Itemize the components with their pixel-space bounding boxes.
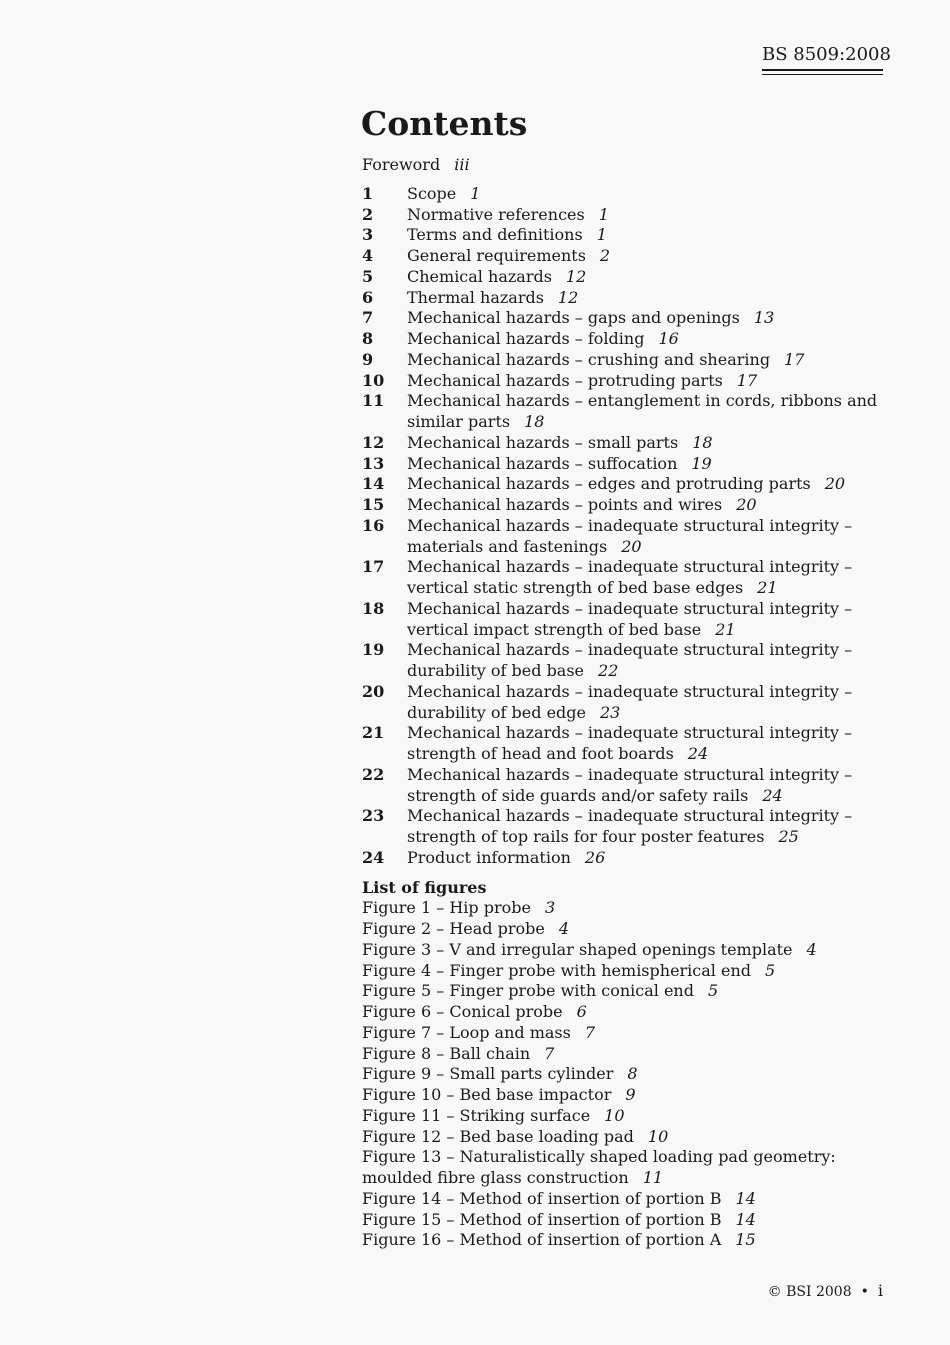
figure-entry[interactable] [362,981,886,1002]
clause-number: 17 [362,557,385,577]
clause-text [407,474,886,495]
clause-entry[interactable] [362,308,886,329]
clause-page: 26 [584,847,606,867]
figure-title: Figure 13 – Naturalistically shaped loading pad geometry: moulded fibre glass construction [362,1147,836,1187]
clause-number: 22 [362,764,385,784]
figure-entry[interactable] [362,1210,886,1231]
clause-text [407,205,886,226]
clause-page: 25 [778,827,799,846]
clause-page: 21 [715,619,736,639]
figure-page: 5 [707,981,719,1001]
clause-page: 1 [598,204,609,224]
figure-title: Figure 7 – Loop and mass [362,1022,571,1042]
clause-page: 20 [736,495,757,514]
clause-title: Mechanical hazards – inadequate structural integrity – materials and fastenings [407,515,853,556]
clause-text [407,723,886,765]
clause-number: 8 [362,329,374,348]
clause-title: Mechanical hazards – inadequate structural integrity – strength of top rails for four poster features [407,806,853,846]
figure-title: Figure 15 – Method of insertion of portion B [362,1209,722,1229]
clause-text [407,288,886,309]
figure-title: Figure 12 – Bed base loading pad [362,1126,634,1146]
figure-title: Figure 16 – Method of insertion of portion A [362,1230,722,1250]
clause-list [362,184,886,869]
clause-page: 16 [658,329,679,348]
contents-list [362,155,886,1251]
clause-page: 12 [557,287,579,307]
foreword-entry[interactable] [362,155,886,176]
figure-page: 10 [647,1126,669,1146]
clause-title: Chemical hazards [407,266,552,286]
clause-title: Mechanical hazards – inadequate structural integrity – durability of bed base [407,640,853,680]
clause-title: Normative references [407,204,585,224]
figure-title: Figure 8 – Ball chain [362,1043,531,1063]
figure-page: 5 [765,960,776,980]
clause-entry[interactable] [362,246,886,267]
figure-title: Figure 9 – Small parts cylinder [362,1064,614,1084]
clause-page: 17 [736,370,758,390]
clause-text [407,433,886,454]
clause-number: 19 [362,640,385,660]
figure-entry[interactable] [362,898,886,919]
figure-entry[interactable] [362,1147,886,1189]
clause-text [407,516,886,558]
figure-page: 11 [642,1168,664,1187]
figure-page: 3 [544,898,556,918]
figure-title: Figure 4 – Finger probe with hemispherical end [362,960,752,980]
figure-entry[interactable] [362,961,886,982]
clause-title: Mechanical hazards – inadequate structural integrity – durability of bed edge [407,681,853,722]
figure-page: 6 [576,1002,587,1021]
clause-text [407,640,886,682]
clause-text [407,557,886,599]
clause-number: 9 [362,349,374,369]
clause-entry[interactable] [362,765,886,807]
clause-page: 13 [753,308,775,328]
clause-entry[interactable] [362,454,886,475]
clause-entry[interactable] [362,329,886,350]
clause-text [407,682,886,724]
clause-text [407,329,886,350]
clause-title: Product information [407,847,571,867]
clause-title: Mechanical hazards – small parts [407,432,679,452]
figure-entry[interactable] [362,1023,886,1044]
clause-entry[interactable] [362,391,886,433]
clause-page: 2 [599,246,611,265]
clause-title: Mechanical hazards – inadequate structural integrity – vertical impact strength of bed base [407,598,853,639]
clause-number: 14 [362,474,385,494]
clause-entry[interactable] [362,433,886,454]
clause-entry[interactable] [362,516,886,558]
clause-number: 15 [362,495,385,514]
standard-number: BS 8509:2008 [762,44,891,65]
clause-text [407,765,886,807]
clause-number: 2 [362,204,374,224]
figure-page: 8 [627,1064,638,1084]
clause-number: 24 [362,847,385,867]
clause-entry[interactable] [362,288,886,309]
figure-title: Figure 11 – Striking surface [362,1105,591,1125]
clause-page: 20 [621,536,642,556]
clause-text [407,371,886,392]
clause-entry[interactable] [362,557,886,599]
page-number: i [877,1281,883,1300]
clause-title: Mechanical hazards – crushing and shearing [407,349,771,369]
figure-entry[interactable] [362,1127,886,1148]
clause-text [407,225,886,246]
clause-number: 21 [362,723,385,743]
figure-title: Figure 5 – Finger probe with conical end [362,981,694,1001]
figure-entry[interactable] [362,1044,886,1065]
figure-page: 7 [544,1043,555,1063]
clause-text [407,454,886,475]
figure-entry[interactable] [362,1064,886,1085]
clause-entry[interactable] [362,682,886,724]
clause-text [407,391,886,433]
footer-bullet: • [860,1284,869,1300]
figure-entry[interactable] [362,1002,886,1023]
figure-entry[interactable] [362,940,886,961]
clause-number: 12 [362,432,385,452]
clause-title: Scope [407,183,457,203]
clause-page: 24 [687,744,709,763]
clause-number: 18 [362,598,385,618]
clause-title: Mechanical hazards – entanglement in cords, ribbons and similar parts [407,391,878,431]
clause-entry[interactable] [362,474,886,495]
figure-entry[interactable] [362,1085,886,1106]
figure-page: 4 [558,919,570,938]
figure-title: Figure 2 – Head probe [362,919,545,938]
figure-title: Figure 14 – Method of insertion of portion B [362,1188,722,1208]
clause-entry[interactable] [362,495,886,516]
clause-entry[interactable] [362,371,886,392]
clause-text [407,246,886,267]
clause-number: 7 [362,308,374,328]
clause-title: Thermal hazards [407,287,544,307]
figure-page: 14 [735,1188,756,1208]
clause-number: 3 [362,225,374,245]
clause-page: 23 [599,702,621,722]
figure-page: 4 [806,939,817,959]
page-title: Contents [361,104,528,143]
clause-page: 18 [692,432,713,452]
clause-text [407,848,886,869]
header-rule-thin [762,74,883,75]
clause-text [407,599,886,641]
clause-number: 16 [362,515,385,535]
clause-entry[interactable] [362,806,886,848]
clause-entry[interactable] [362,723,886,765]
clause-number: 4 [362,246,374,265]
figure-list [362,898,886,1251]
clause-entry[interactable] [362,848,886,869]
clause-page: 19 [691,453,712,473]
clause-entry[interactable] [362,350,886,371]
clause-entry[interactable] [362,599,886,641]
clause-page: 17 [784,349,805,369]
figure-title: Figure 6 – Conical probe [362,1002,563,1021]
clause-text [407,184,886,205]
clause-title: Mechanical hazards – inadequate structural integrity – vertical static strength of bed base edges [407,557,853,597]
clause-number: 10 [362,370,385,390]
clause-text [407,350,886,371]
clause-page: 12 [565,266,587,286]
clause-title: Mechanical hazards – inadequate structural integrity – strength of side guards and/or safety rails [407,764,853,805]
clause-title: General requirements [407,246,586,265]
clause-text [407,267,886,288]
clause-page: 18 [524,412,545,431]
clause-title: Mechanical hazards – gaps and openings [407,308,740,328]
clause-entry[interactable] [362,225,886,246]
clause-entry[interactable] [362,205,886,226]
clause-title: Terms and definitions [407,225,583,245]
clause-entry[interactable] [362,267,886,288]
clause-text [407,806,886,848]
clause-entry[interactable] [362,184,886,205]
clause-page: 20 [824,474,846,494]
clause-text [407,495,886,516]
clause-page: 24 [762,785,783,805]
clause-title: Mechanical hazards – points and wires [407,495,723,514]
clause-title: Mechanical hazards – folding [407,329,645,348]
clause-page: 1 [596,225,607,245]
figure-title: Figure 10 – Bed base impactor [362,1085,612,1104]
figure-entry[interactable] [362,1189,886,1210]
clause-page: 22 [598,661,619,680]
clause-number: 11 [362,391,385,411]
foreword-page: iii [454,155,470,174]
figure-title: Figure 3 – V and irregular shaped openings template [362,939,793,959]
clause-title: Mechanical hazards – inadequate structural integrity – strength of head and foot boards [407,723,853,763]
foreword-label: Foreword [362,155,441,174]
clause-number: 20 [362,681,385,701]
figure-page: 15 [735,1230,756,1250]
figure-title: Figure 1 – Hip probe [362,898,531,918]
clause-title: Mechanical hazards – edges and protruding parts [407,474,811,494]
clause-title: Mechanical hazards – protruding parts [407,370,723,390]
page-footer [690,1281,883,1302]
figures-heading: List of figures [362,877,487,897]
figure-page: 14 [735,1209,756,1229]
clause-page: 21 [757,578,778,597]
clause-number: 1 [362,183,374,203]
clause-entry[interactable] [362,640,886,682]
copyright-notice: © BSI 2008 [767,1284,852,1300]
clause-number: 5 [362,266,374,286]
clause-number: 6 [362,287,374,307]
header-rule-thick [762,69,883,71]
figure-page: 10 [604,1105,625,1125]
figure-entry[interactable] [362,1106,886,1127]
clause-number: 13 [362,453,385,473]
clause-title: Mechanical hazards – suffocation [407,453,678,473]
figure-entry[interactable] [362,919,886,940]
figure-page: 9 [625,1085,636,1104]
clause-text [407,308,886,329]
figure-page: 7 [584,1022,596,1042]
figure-entry[interactable] [362,1230,886,1251]
clause-page: 1 [470,183,481,203]
clause-number: 23 [362,806,385,826]
